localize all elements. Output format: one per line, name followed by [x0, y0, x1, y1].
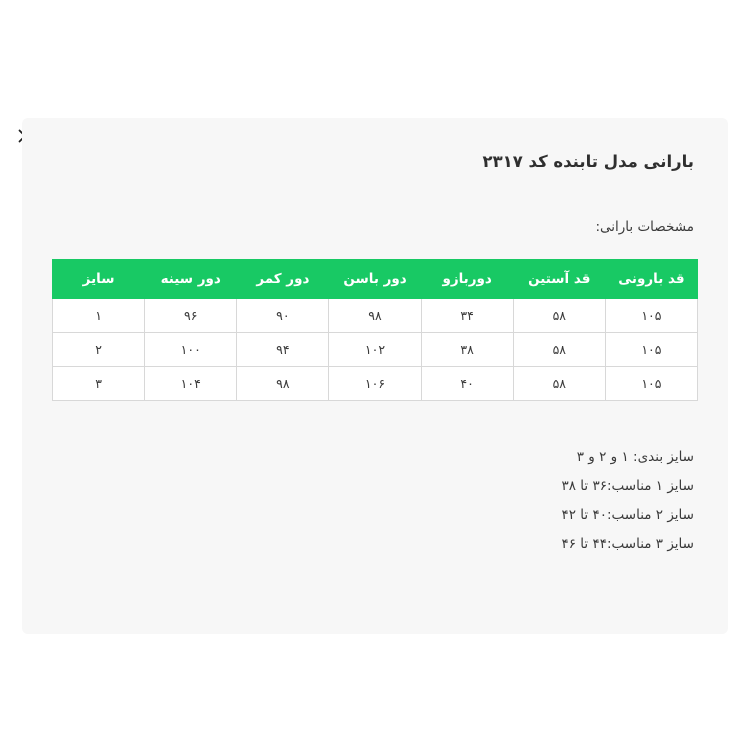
table-header-cell: دور سینه	[145, 259, 237, 298]
note-line: سایز ۳ مناسب:۴۴ تا ۴۶	[561, 535, 694, 552]
table-header-cell: دور کمر	[237, 259, 329, 298]
size-notes	[52, 443, 698, 559]
table-header-cell: قد بارونی	[605, 259, 697, 298]
table-cell: ۹۶	[145, 298, 237, 332]
table-cell: ۱۰۶	[329, 366, 421, 400]
table-cell: ۵۸	[513, 298, 605, 332]
specs-label: مشخصات بارانی:	[595, 218, 694, 235]
size-guide-modal	[22, 118, 728, 634]
table-cell: ۳۴	[421, 298, 513, 332]
table-cell: ۱۰۵	[605, 366, 697, 400]
table-cell: ۴۰	[421, 366, 513, 400]
table-cell: ۵۸	[513, 332, 605, 366]
table-cell: ۹۸	[237, 366, 329, 400]
table-cell: ۲	[53, 332, 145, 366]
table-row	[53, 332, 698, 366]
table-cell: ۹۸	[329, 298, 421, 332]
modal-title: بارانی مدل تابنده کد ۲۳۱۷	[482, 152, 694, 171]
table-cell: ۱۰۴	[145, 366, 237, 400]
table-cell: ۱۰۵	[605, 332, 697, 366]
table-cell: ۱	[53, 298, 145, 332]
size-table	[52, 259, 698, 401]
table-header-cell: قد آستین	[513, 259, 605, 298]
table-cell: ۳۸	[421, 332, 513, 366]
table-header-cell: دوربازو	[421, 259, 513, 298]
table-cell: ۱۰۵	[605, 298, 697, 332]
table-cell: ۱۰۲	[329, 332, 421, 366]
note-line: سایز ۱ مناسب:۳۶ تا ۳۸	[561, 477, 694, 494]
table-cell: ۹۰	[237, 298, 329, 332]
table-row	[53, 366, 698, 400]
note-line: سایز بندی: ۱ و ۲ و ۳	[576, 448, 694, 465]
table-cell: ۱۰۰	[145, 332, 237, 366]
table-cell: ۹۴	[237, 332, 329, 366]
table-header-row	[53, 259, 698, 298]
table-row	[53, 298, 698, 332]
note-line: سایز ۲ مناسب:۴۰ تا ۴۲	[561, 506, 694, 523]
table-header-cell: سایز	[53, 259, 145, 298]
table-cell: ۳	[53, 366, 145, 400]
table-cell: ۵۸	[513, 366, 605, 400]
table-header-cell: دور باسن	[329, 259, 421, 298]
